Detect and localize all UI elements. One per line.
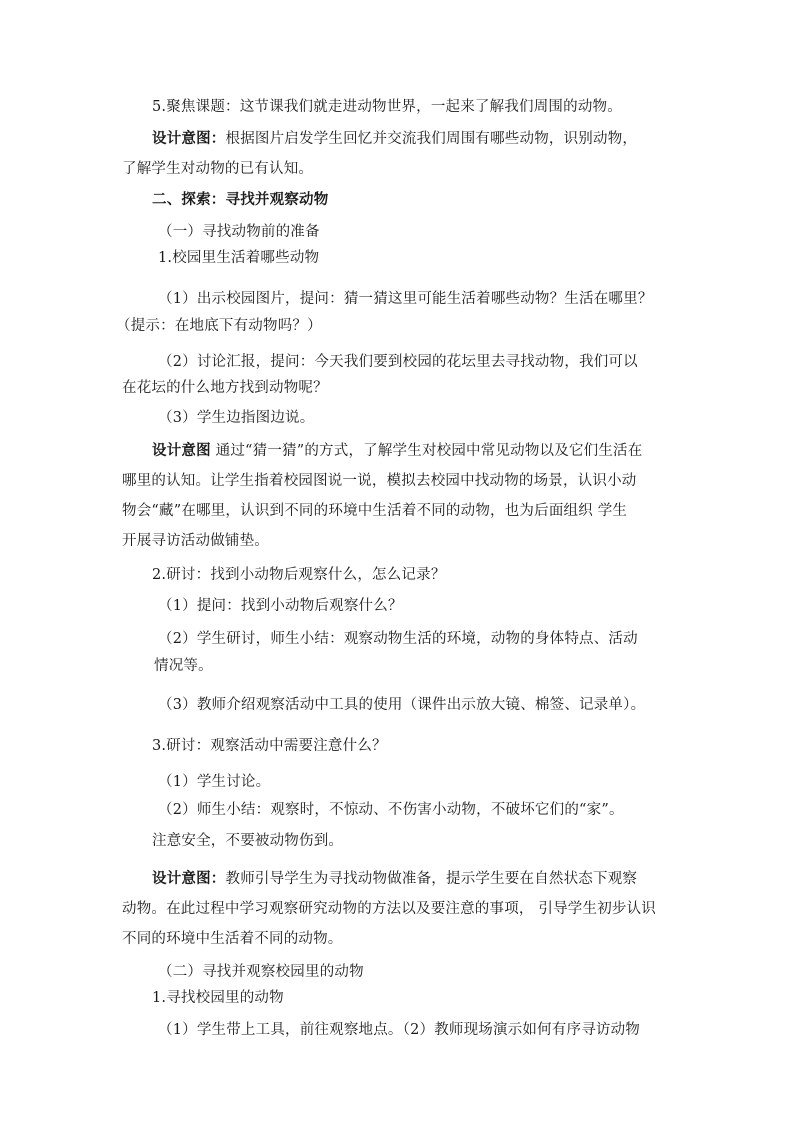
paragraph-line: 在花坛的什么地方找到动物呢？ [122,380,328,396]
paragraph-line: 了解学生对动物的已有认知。 [122,161,314,177]
subsection-heading: （二）寻找并观察校园里的动物 [158,964,364,980]
paragraph-line: 开展寻访活动做铺垫。 [122,533,269,549]
paragraph-line: 不同的环境中生活着不同的动物。 [122,931,343,947]
item-heading: 3.研讨：观察活动中需要注意什么？ [152,738,387,754]
design-intent-label: 设计意图： [152,130,226,147]
design-intent-label: 设计意图： [152,870,226,887]
paragraph-line: 注意安全，不要被动物伤到。 [152,833,344,849]
item-heading: 1.校园里生活着哪些动物 [158,250,320,266]
paragraph-line: 5.聚焦课题：这节课我们就走进动物世界，一起来了解我们周围的动物。 [152,99,622,115]
paragraph-line: 动物。在此过程中学习观察研究动物的方法以及要注意的事项， 引导学生初步认识 [122,901,657,917]
item-heading: 1.寻找校园里的动物 [152,990,284,1006]
paragraph-line: （1）提问：找到小动物后观察什么？ [158,598,403,614]
paragraph-line: （提示：在地底下有动物吗？） [116,318,322,334]
paragraph-line: 设计意图：教师引导学生为寻找动物做准备，提示学生要在自然状态下观察 [152,870,638,887]
paragraph-line: （1）出示校园图片，提问：猜一猜这里可能生活着哪些动物？生活在哪里？ [158,291,653,307]
paragraph-line: 情况等。 [154,658,213,674]
paragraph-line: （1）学生讨论。 [158,774,271,790]
design-intent-label: 设计意图 [152,442,211,459]
paragraph-line: （2）讨论汇报，提问：今天我们要到校园的花坛里去寻找动物，我们可以 [158,354,638,370]
paragraph-line: （3）学生边指图边说。 [158,410,315,426]
item-heading: 2.研讨：找到小动物后观察什么，怎么记录？ [152,567,446,583]
paragraph-line: （3）教师介绍观察活动中工具的使用（课件出示放大镜、棉签、记录单）。 [158,697,646,713]
section-heading: 二、探索：寻找并观察动物 [152,191,329,208]
subsection-heading: （一）寻找动物前的准备 [158,224,320,240]
paragraph-line: 哪里的认知。让学生指着校园图说一说，模拟去校园中找动物的场景，认识小动 [122,473,637,489]
paragraph-line: 设计意图：根据图片启发学生回忆并交流我们周围有哪些动物，识别动物， [152,130,638,147]
paragraph-line: （2）学生研讨，师生小结：观察动物生活的环境，动物的身体特点、活动 [158,631,638,647]
paragraph-line: 设计意图 通过“猜一猜”的方式，了解学生对校园中常见动物以及它们生活在 [152,442,643,459]
paragraph-line: 物会“藏”在哪里，认识到不同的环境中生活着不同的动物，也为后面组织 学生 [122,503,628,519]
paragraph-line: （2）师生小结：观察时，不惊动、不伤害小动物，不破坏它们的“家”。 [158,802,624,818]
paragraph-line: （1）学生带上工具，前往观察地点。（2）教师现场演示如何有序寻访动物 [158,1022,640,1038]
